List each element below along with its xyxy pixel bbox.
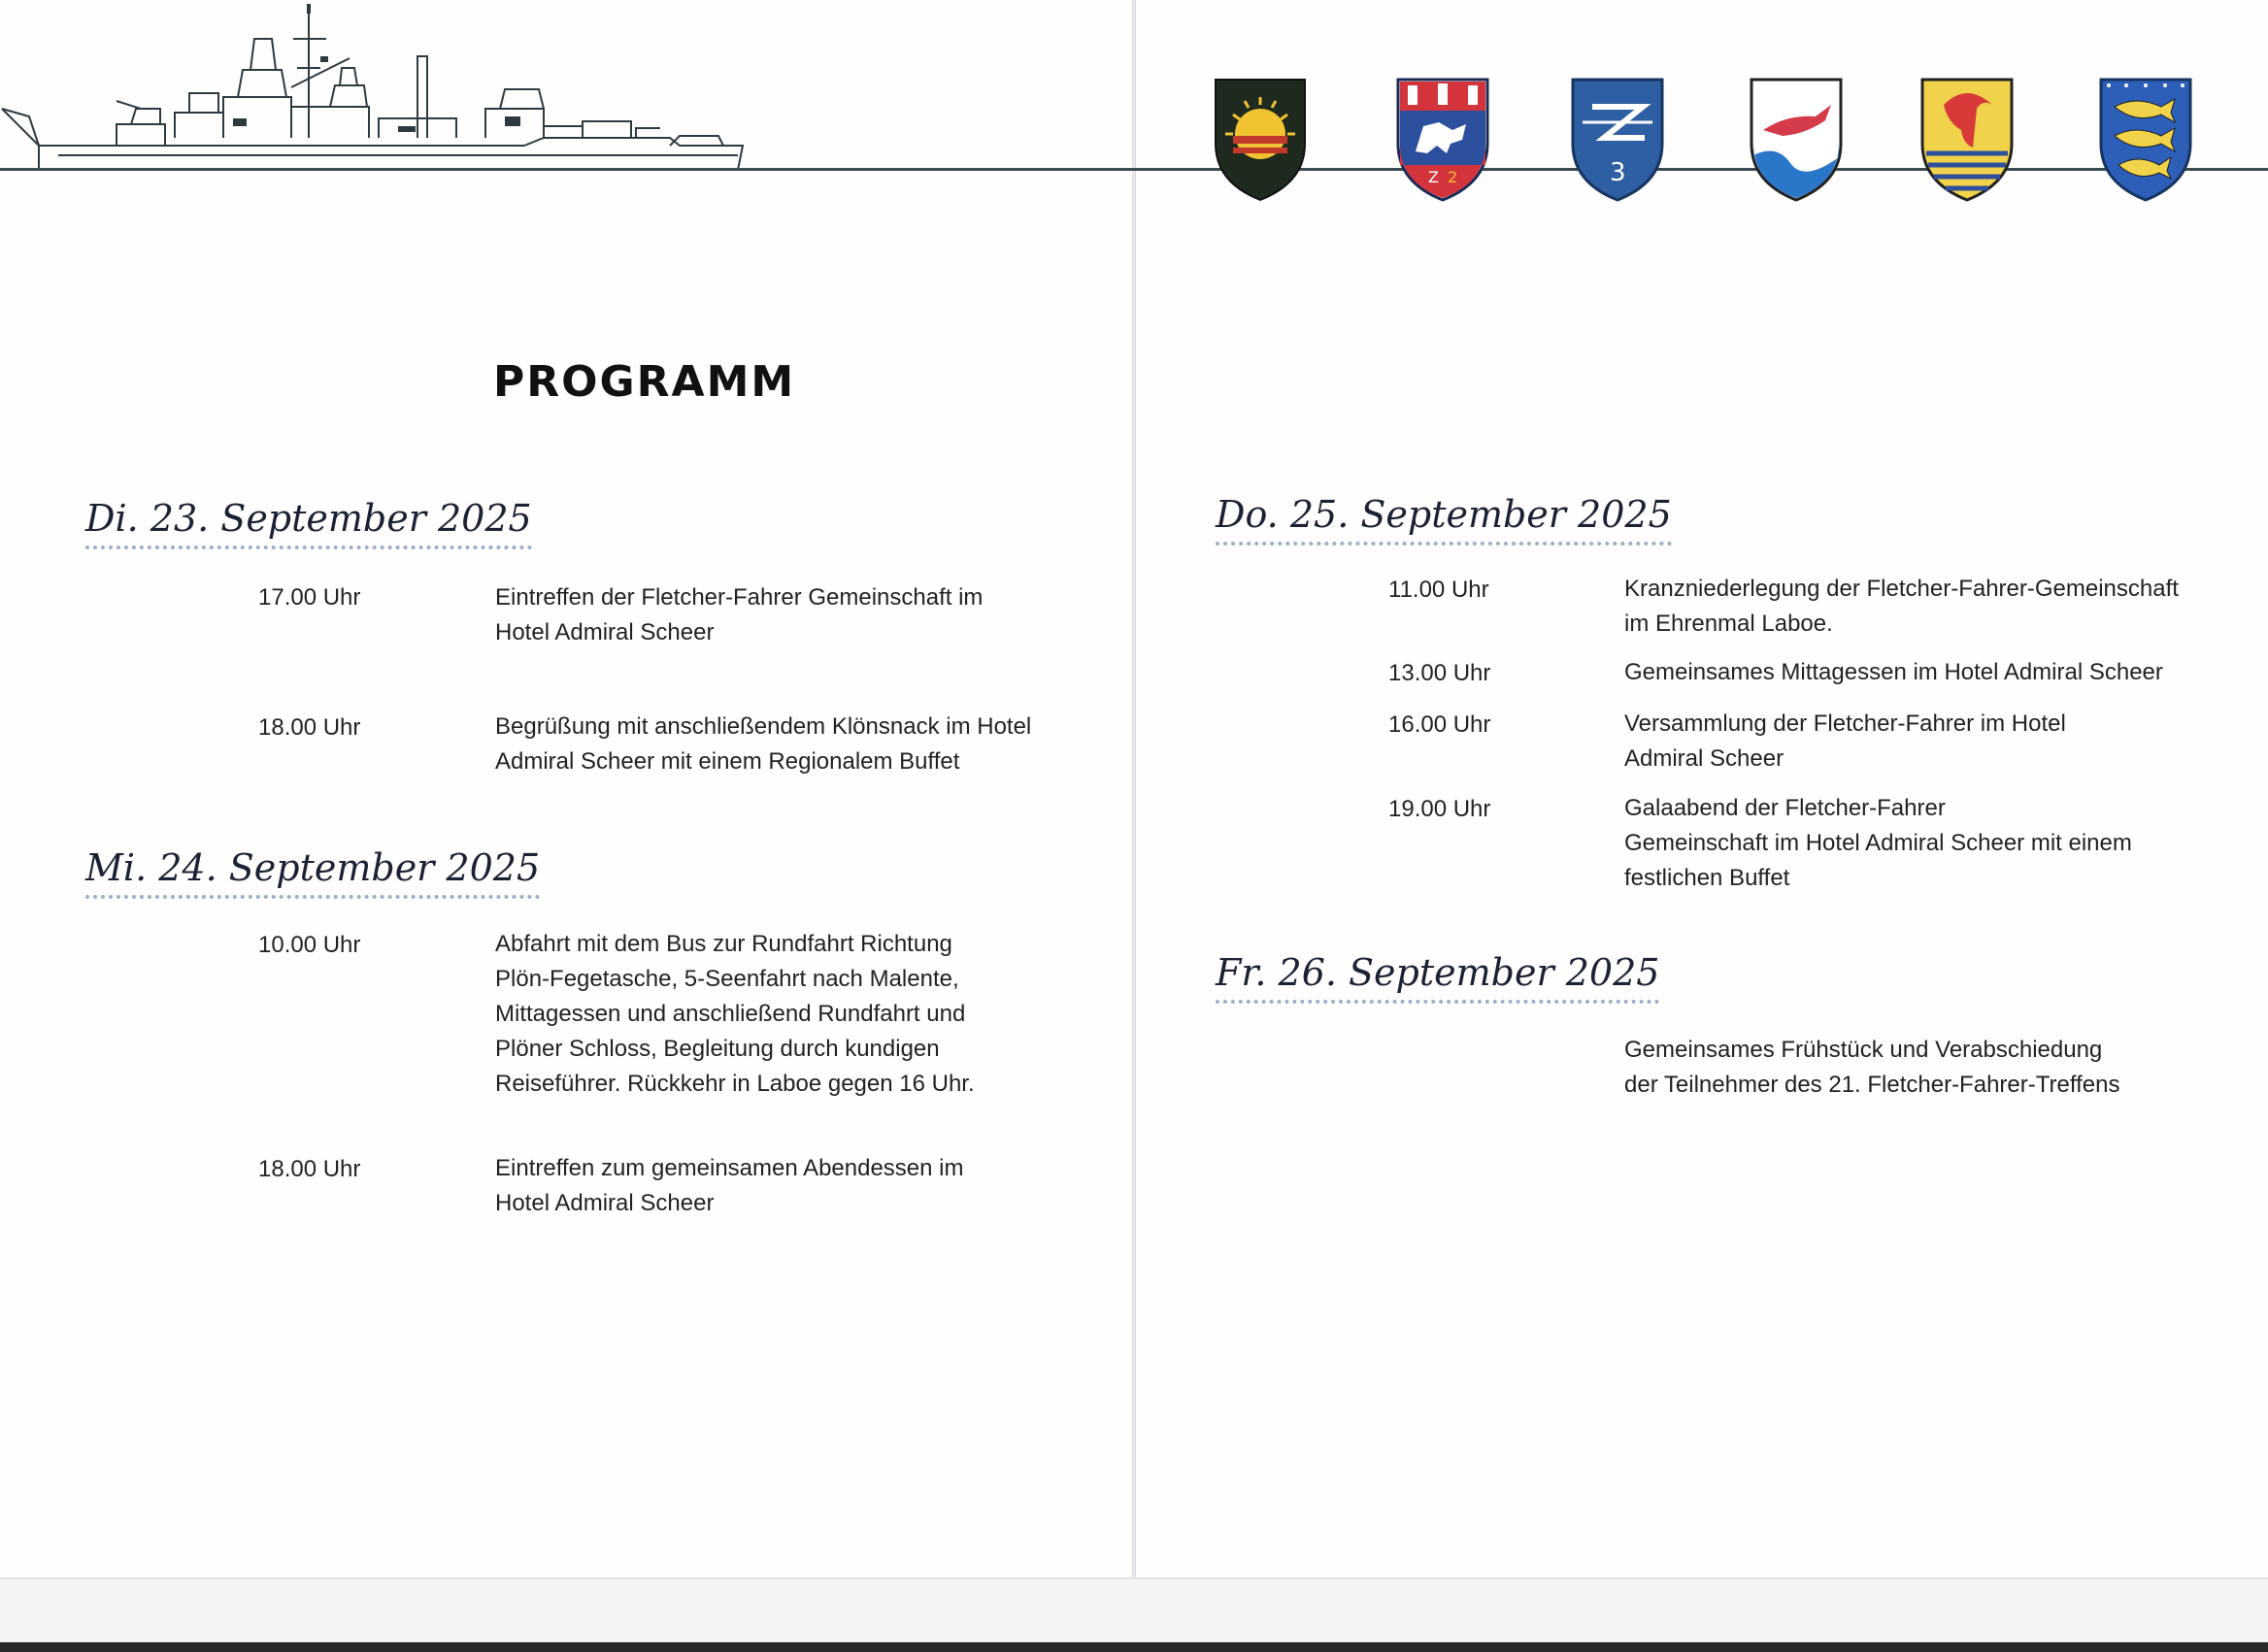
day-heading: Di. 23. September 2025 [85,497,532,549]
event-line: Kranzniederlegung der Fletcher-Fahrer-Gemeinschaft [1624,576,2179,602]
event-line: Hotel Admiral Scheer [495,619,715,645]
event-time: 10.00 Uhr [258,932,361,958]
event-line: Galaabend der Fletcher-Fahrer [1624,795,1946,821]
event-description [1624,572,2179,642]
event-description [495,927,975,1102]
event-line: Hotel Admiral Scheer [495,1190,715,1216]
event-line: Gemeinsames Mittagessen im Hotel Admiral Scheer [1624,659,2163,685]
event-line: Abfahrt mit dem Bus zur Rundfahrt Richtung [495,931,952,957]
page-title: PROGRAMM [493,357,796,407]
svg-text:2: 2 [1448,168,1458,186]
event-description [495,710,1031,779]
event-description [495,1151,964,1221]
event-line: Admiral Scheer mit einem Regionalem Buffet [495,748,960,775]
event-line: festlichen Buffet [1624,865,1790,891]
event-time: 19.00 Uhr [1388,796,1491,822]
event-line: der Teilnehmer des 21. Fletcher-Fahrer-Treffens [1624,1072,2120,1098]
three-fish-blue-shield-icon [2097,76,2194,204]
event-description [1624,707,2066,776]
event-time: 17.00 Uhr [258,584,361,611]
event-line: Reiseführer. Rückkehr in Laboe gegen 16 Uhr. [495,1071,975,1097]
event-line: Gemeinsames Frühstück und Verabschiedung [1624,1037,2103,1063]
event-time: 18.00 Uhr [258,1156,361,1182]
left-page [0,0,1134,1650]
shield-row [0,76,2268,212]
page-fold [1132,0,1136,1580]
day-heading: Fr. 26. September 2025 [1216,951,1659,1004]
z3-blue-shield-icon [1569,76,1666,204]
dolphin-wave-shield-icon [1748,76,1845,204]
event-time: 18.00 Uhr [258,714,361,741]
event-line: Mittagessen und anschließend Rundfahrt und [495,1001,966,1027]
red-dolphin-gold-shield-icon [1918,76,2016,204]
svg-text:3: 3 [1610,158,1626,187]
day-heading: Mi. 24. September 2025 [85,846,540,899]
event-description [1624,791,2132,896]
event-line: Plöner Schloss, Begleitung durch kundigen [495,1036,940,1062]
castle-lion-z2-shield-icon [1394,76,1491,204]
bottom-edge [0,1577,2268,1652]
day-heading: Do. 25. September 2025 [1216,493,1672,545]
event-line: Gemeinschaft im Hotel Admiral Scheer mit einem [1624,830,2132,856]
event-line: Versammlung der Fletcher-Fahrer im Hotel [1624,710,2066,737]
event-line: Eintreffen der Fletcher-Fahrer Gemeinschaft im [495,584,984,611]
event-line: im Ehrenmal Laboe. [1624,611,1833,637]
rising-sun-shield-icon [1212,76,1309,204]
event-time: 13.00 Uhr [1388,660,1491,686]
svg-text:Z: Z [1428,168,1439,186]
event-description [1624,655,2163,690]
event-line: Plön-Fegetasche, 5-Seenfahrt nach Malente, [495,966,959,992]
event-line: Admiral Scheer [1624,745,1784,772]
event-line: Begrüßung mit anschließendem Klönsnack im Hotel [495,713,1032,740]
event-line: Eintreffen zum gemeinsamen Abendessen im [495,1155,964,1181]
event-time: 11.00 Uhr [1388,577,1489,603]
event-description [1624,1033,2119,1103]
event-description [495,580,983,650]
event-time: 16.00 Uhr [1388,711,1491,738]
